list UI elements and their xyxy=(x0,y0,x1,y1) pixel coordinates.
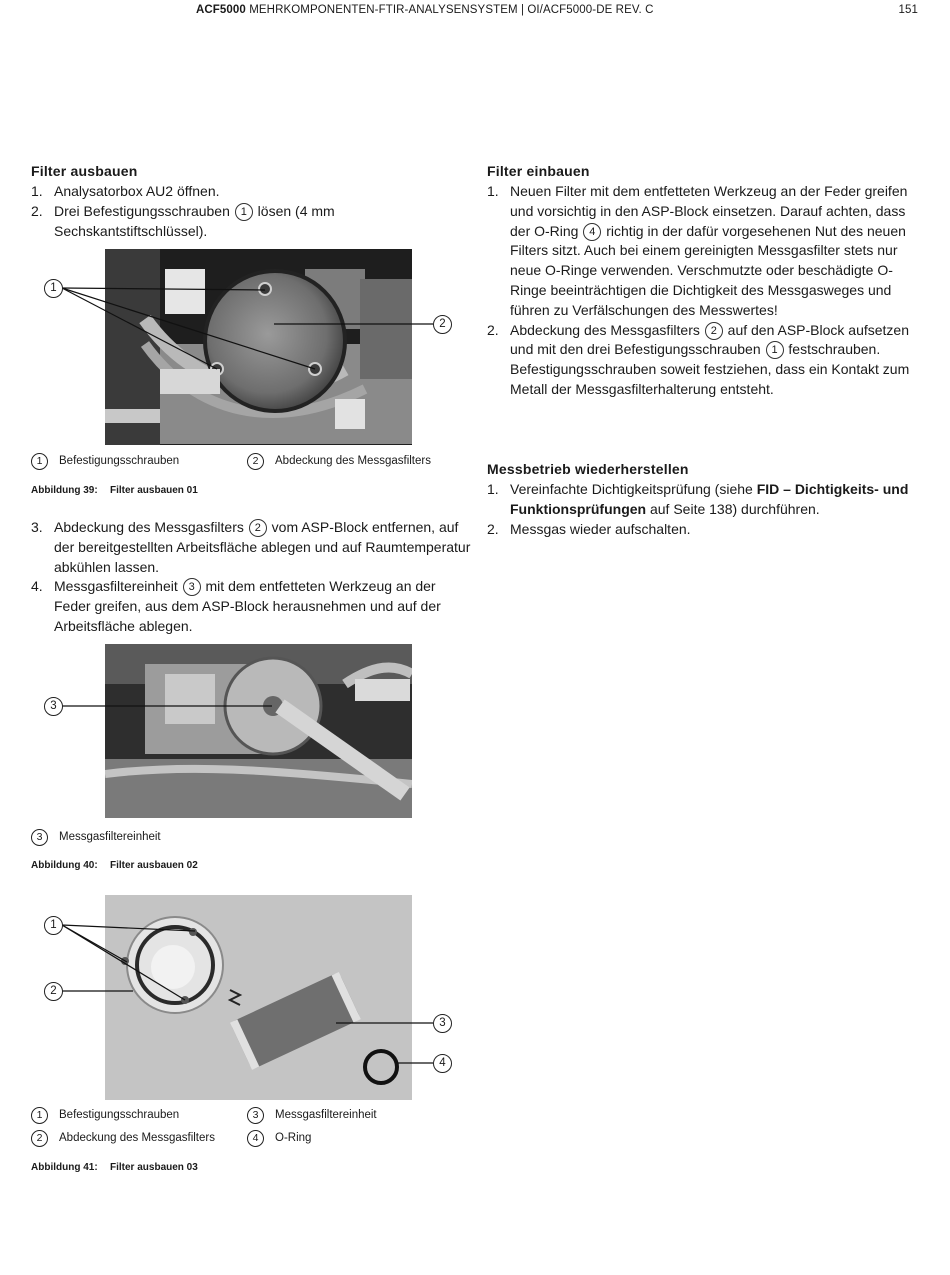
section-heading-filter-einbauen: Filter einbauen xyxy=(487,163,590,179)
legend-text: Abdeckung des Messgasfilters xyxy=(59,1132,215,1144)
legend-text: Messgasfiltereinheit xyxy=(59,831,161,843)
figure-40-photo xyxy=(105,644,412,818)
figure-39-callout-1: 1 xyxy=(44,279,63,298)
steps-list-a xyxy=(31,182,471,241)
legend-text: Messgasfiltereinheit xyxy=(275,1109,377,1121)
figure-41-legend xyxy=(31,1107,471,1151)
legend-marker: 3 xyxy=(247,1107,264,1124)
legend-text: Befestigungsschrauben xyxy=(59,1109,180,1121)
step-item: 2. Abdeckung des Messgasfilters 2 auf den ASP-Block aufsetzen und mit den drei Befestigungsschrauben 1 festschrauben. Befestigungsschrauben soweit festziehen, dass ein Kontakt zum Metall der Messgasfilterhalterung entsteht. xyxy=(487,321,910,397)
step-item: 1. Analysatorbox AU2 öffnen. xyxy=(31,183,220,199)
legend-marker: 2 xyxy=(247,453,264,470)
step-item: 2. Messgas wieder aufschalten. xyxy=(487,520,691,537)
steps-list-b xyxy=(31,518,471,637)
legend-marker: 1 xyxy=(31,1107,48,1124)
step-item: 2. Drei Befestigungsschrauben 1 lösen (4 mm Sechskantstiftschlüssel). xyxy=(31,202,335,239)
legend-marker: 1 xyxy=(31,453,48,470)
reference-marker: 2 xyxy=(705,322,723,340)
figure-40-caption: Abbildung 40: Filter ausbauen 02 xyxy=(31,860,198,871)
figure-39-photo xyxy=(105,249,412,445)
legend-text: O-Ring xyxy=(275,1132,312,1144)
step-item: 4. Messgasfiltereinheit 3 mit dem entfetteten Werkzeug an der Feder greifen, aus dem ASP-Block herausnehmen und auf der Arbeitsfläche ablegen. xyxy=(31,578,441,634)
figure-39-caption: Abbildung 39: Filter ausbauen 01 xyxy=(31,485,198,496)
page-header xyxy=(0,4,950,20)
figure-41-caption: Abbildung 41: Filter ausbauen 03 xyxy=(31,1162,198,1173)
step-item: 3. Abdeckung des Messgasfilters 2 vom ASP-Block entfernen, auf der bereitgestellten Arbeitsfläche ablegen und auf Raumtemperatur abkühlen lassen. xyxy=(31,519,471,575)
reference-marker: 4 xyxy=(583,223,601,241)
figure-40-callout-3: 3 xyxy=(44,697,63,716)
figure-41-callout-4: 4 xyxy=(433,1054,452,1073)
figure-40-legend xyxy=(31,829,471,849)
legend-marker: 4 xyxy=(247,1130,264,1147)
reference-marker: 1 xyxy=(766,341,784,359)
figure-41-callout-3: 3 xyxy=(433,1014,452,1033)
section-heading-messbetrieb: Messbetrieb wiederherstellen xyxy=(487,461,689,477)
legend-text: Abdeckung des Messgasfilters xyxy=(275,455,431,467)
steps-list-einbauen xyxy=(487,182,917,400)
figure-41-callout-1: 1 xyxy=(44,916,63,935)
reference-marker: 3 xyxy=(183,578,201,596)
steps-list-messbetrieb xyxy=(487,480,917,539)
legend-text: Befestigungsschrauben xyxy=(59,455,180,467)
figure-41-callout-2: 2 xyxy=(44,982,63,1001)
step-item: 1. Neuen Filter mit dem entfetteten Werkzeug an der Feder greifen und vorsichtig in den ASP-Block einsetzen. Darauf achten, dass der O-Ring 4 richtig in der dafür vorgesehenen Nut des neuen Filters sitzt. Auch bei einem gereinigten Messgasfilter stets nur neue O-Ringe verwenden. Verschmutzte oder beschädigte O-Ringe beeinträchtigen die Dichtigkeit des Messgasweges und führen zu Verfälschungen des Messwertes! xyxy=(487,183,908,318)
page-number: 151 xyxy=(898,4,918,16)
document-title: ACF5000 MEHRKOMPONENTEN-FTIR-ANALYSENSYSTEM | OI/ACF5000-DE REV. C xyxy=(196,4,654,16)
figure-39-legend xyxy=(31,453,471,473)
figure-41-photo xyxy=(105,895,412,1100)
legend-marker: 3 xyxy=(31,829,48,846)
step-item: 1. Vereinfachte Dichtigkeitsprüfung (siehe FID – Dichtigkeits- und Funktionsprüfungen auf Seite 138) durchführen. xyxy=(487,481,909,517)
section-heading-filter-ausbauen: Filter ausbauen xyxy=(31,163,138,179)
cross-reference-link[interactable]: FID – Dichtigkeits- und Funktionsprüfungen xyxy=(510,481,909,517)
reference-marker: 2 xyxy=(249,519,267,537)
figure-39-callout-2: 2 xyxy=(433,315,452,334)
legend-marker: 2 xyxy=(31,1130,48,1147)
reference-marker: 1 xyxy=(235,203,253,221)
